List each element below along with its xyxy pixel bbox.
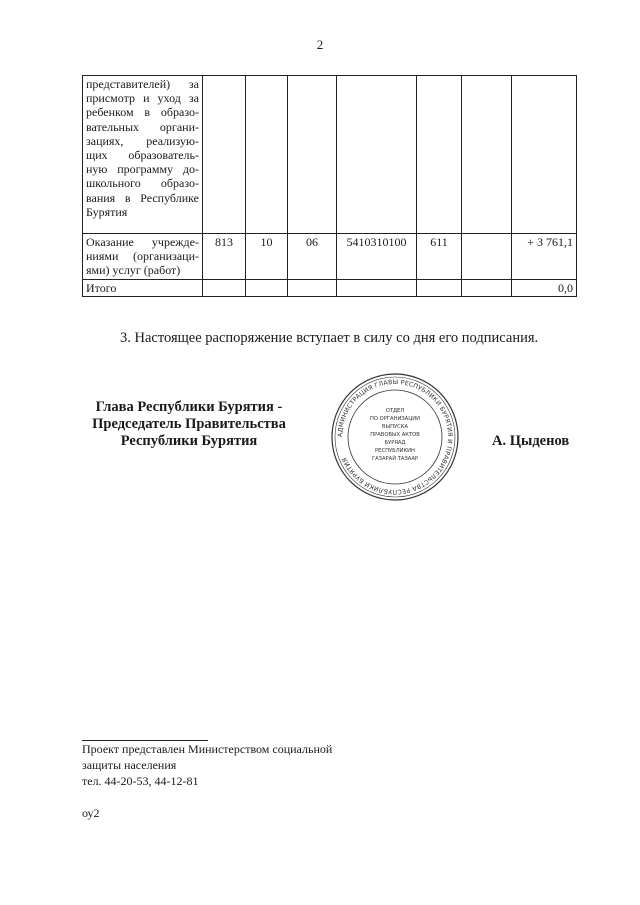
table-cell-extra bbox=[462, 76, 512, 234]
table-cell-subsection bbox=[288, 76, 337, 234]
footnote-line: защиты населения bbox=[82, 758, 177, 772]
footnote-line: Проект представлен Министерством социальной bbox=[82, 742, 333, 756]
table-cell-sum: 0,0 bbox=[512, 279, 577, 296]
table-row bbox=[83, 76, 577, 234]
budget-table bbox=[82, 75, 577, 297]
footnote bbox=[82, 741, 332, 789]
seal-outer-text: АДМИНИСТРАЦИЯ ГЛАВЫ РЕСПУБЛИКИ БУРЯТИЯ И ПРАВИТЕЛЬСТВА РЕСПУБЛИКИ БУРЯТИЯ bbox=[336, 378, 454, 496]
table-cell-ministry bbox=[203, 76, 246, 234]
table-cell-name: представителей) за присмотр и уход за ребенком в образо-вательных органи-зациях, реализую-щих образователь-ную программу до-школьного образо-вания в Республике Бурятия bbox=[83, 76, 203, 234]
seal-inner-line: ГАЗАРАЙ ТАЗААР bbox=[371, 456, 419, 462]
table-cell-csr bbox=[337, 76, 417, 234]
table-cell-csr bbox=[337, 279, 417, 296]
signatory-name: А. Цыденов bbox=[492, 433, 570, 449]
table-row bbox=[83, 279, 577, 296]
table-cell-csr: 5410310100 bbox=[337, 234, 417, 280]
table-cell-extra bbox=[462, 279, 512, 296]
official-seal-icon bbox=[330, 372, 460, 502]
seal-inner-line: ОТДЕЛ bbox=[385, 408, 405, 414]
table-cell-ministry: 813 bbox=[203, 234, 246, 280]
signatory-title bbox=[80, 399, 298, 450]
table-cell-extra bbox=[462, 234, 512, 280]
seal-inner-line: ПРАВОВЫХ АКТОВ bbox=[370, 432, 420, 438]
table-cell-ministry bbox=[203, 279, 246, 296]
seal-inner-line: РЕСПУБЛИКИН bbox=[375, 448, 415, 454]
table-row bbox=[83, 234, 577, 280]
table-cell-vr bbox=[417, 279, 462, 296]
table-cell-section bbox=[246, 76, 288, 234]
document-code: оу2 bbox=[82, 806, 100, 820]
seal-inner-line: ПО ОРГАНИЗАЦИИ bbox=[369, 416, 421, 422]
footnote-line: тел. 44-20-53, 44-12-81 bbox=[82, 774, 199, 788]
signatory-title-line: Глава Республики Бурятия - bbox=[95, 399, 283, 415]
table-cell-name: Оказание учрежде-ниями (организаци-ями) услуг (работ) bbox=[83, 234, 203, 280]
table-cell-subsection bbox=[288, 279, 337, 296]
table-cell-vr bbox=[417, 76, 462, 234]
seal-inner-line: ВЫПУСКА bbox=[381, 424, 409, 430]
table-cell-subsection: 06 bbox=[288, 234, 337, 280]
table-cell-sum bbox=[512, 76, 577, 234]
page-number: 2 bbox=[316, 37, 324, 52]
table-cell-vr: 611 bbox=[417, 234, 462, 280]
table-cell-sum: + 3 761,1 bbox=[512, 234, 577, 280]
table-cell-name: Итого bbox=[83, 279, 203, 296]
clause-3-text: 3. Настоящее распоряжение вступает в силу со дня его подписания. bbox=[120, 330, 539, 346]
signatory-title-line: Республики Бурятия bbox=[120, 433, 258, 449]
signatory-title-line: Председатель Правительства bbox=[92, 416, 286, 432]
table-cell-section bbox=[246, 279, 288, 296]
table-cell-section: 10 bbox=[246, 234, 288, 280]
seal-inner-line: БУРЯАД bbox=[384, 440, 406, 446]
